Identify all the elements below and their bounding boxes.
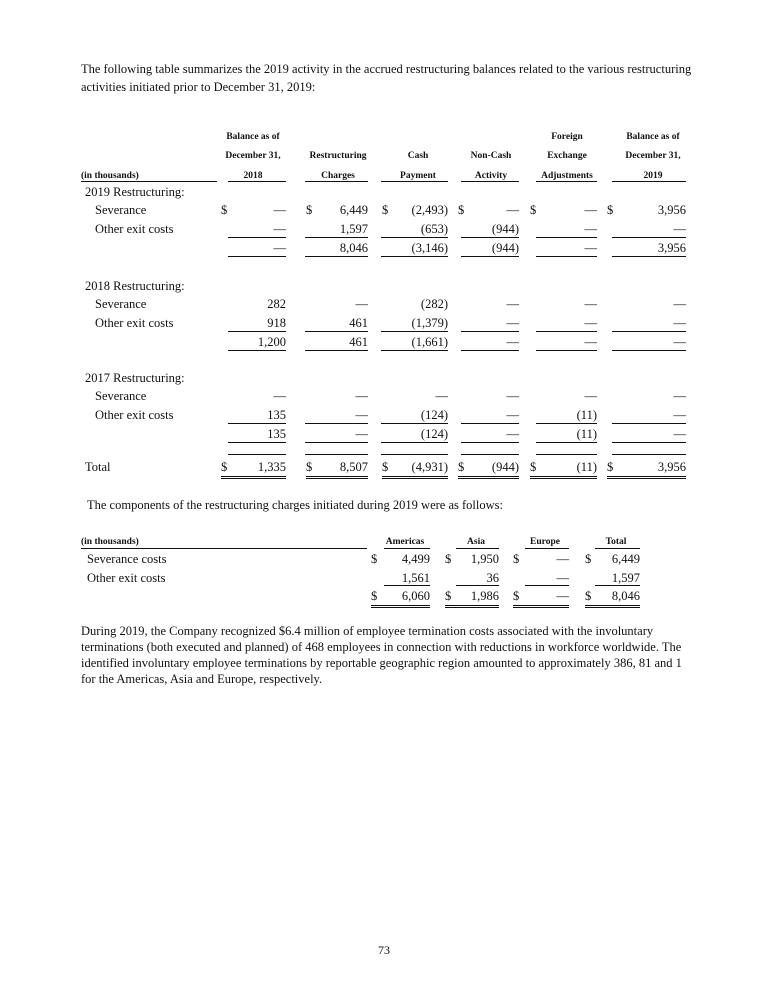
total-double-underline: [371, 605, 430, 608]
header-underline: [81, 181, 217, 182]
page-number: 73: [378, 943, 390, 957]
subtotal-value: 461: [349, 335, 368, 349]
total-double-underline: [513, 605, 569, 608]
cell-value: 6,449: [611, 552, 640, 566]
column-header: Exchange: [547, 151, 587, 161]
cell-value: (11): [576, 408, 597, 422]
subtotal-underline: [305, 350, 368, 351]
subtotal-value: (11): [576, 427, 597, 441]
dollar-sign: $: [607, 203, 614, 217]
column-header: Foreign: [551, 132, 583, 142]
subtotal-underline: [305, 442, 368, 443]
cell-value: —: [673, 408, 686, 422]
row-underline: [456, 585, 499, 586]
row-label: Severance costs: [87, 552, 167, 566]
cell-value: —: [506, 408, 519, 422]
total-value: (11): [576, 460, 597, 474]
total-value: 1,335: [257, 460, 286, 474]
subtotal-value: (1,661): [411, 335, 448, 349]
dollar-sign: $: [458, 460, 465, 474]
column-header: Balance as of: [226, 132, 280, 142]
column-header: Americas: [385, 537, 425, 547]
closing-paragraph: During 2019, the Company recognized $6.4 million of employee termination costs associated with the involuntary terminations (both executed and planned) of 468 employees in connection with reductions in workforce worldwide. The identified involuntary employee terminations by reportable geographic region amounted to approximately 386, 81 and 1 for the Americas, Asia and Europe, respectively.: [81, 624, 682, 686]
total-value: (4,931): [411, 460, 448, 474]
subtotal-underline: [612, 442, 686, 443]
subtotal-underline: [381, 256, 448, 257]
dollar-sign: $: [530, 460, 537, 474]
cell-value: 1,950: [470, 552, 499, 566]
cell-value: —: [506, 316, 519, 330]
cell-value: —: [584, 316, 597, 330]
row-label: Severance: [95, 389, 147, 403]
subtotal-value: (3,146): [411, 241, 448, 255]
total-value: 3,956: [657, 460, 686, 474]
subtotal-value: —: [355, 427, 368, 441]
dollar-sign: $: [607, 460, 614, 474]
header-underline: [536, 181, 597, 182]
dollar-sign: $: [371, 552, 378, 566]
row-underline: [461, 331, 519, 332]
dollar-sign: $: [585, 589, 592, 603]
total-value: 8,046: [611, 589, 640, 603]
column-header: Adjustments: [541, 171, 593, 181]
column-header: 2019: [643, 171, 663, 181]
dollar-sign: $: [371, 589, 378, 603]
total-value: (944): [491, 460, 519, 474]
cell-value: —: [584, 389, 597, 403]
cell-value: —: [556, 571, 569, 585]
total-top-rule: [461, 454, 519, 455]
cell-value: —: [584, 297, 597, 311]
subtotal-underline: [536, 350, 597, 351]
cell-value: 135: [267, 408, 286, 422]
cell-value: —: [435, 389, 448, 403]
subtotal-value: —: [673, 335, 686, 349]
cell-value: 461: [349, 316, 368, 330]
subtotal-value: —: [273, 241, 286, 255]
column-header: Activity: [474, 171, 508, 181]
row-label: Other exit costs: [95, 408, 174, 422]
total-label: Total: [85, 460, 111, 474]
row-label: Severance: [95, 203, 147, 217]
intro-paragraph: The following table summarizes the 2019 activity in the accrued restructuring balances related to the various restructuring activities initiated prior to December 31, 2019:: [81, 62, 692, 94]
dollar-sign: $: [306, 460, 313, 474]
cell-value: —: [673, 316, 686, 330]
subtotal-underline: [381, 350, 448, 351]
total-value: 6,060: [401, 589, 430, 603]
total-top-rule: [381, 454, 448, 455]
column-header: Cash: [407, 151, 429, 161]
subtotal-underline: [228, 350, 286, 351]
column-header: Total: [605, 537, 627, 547]
cell-value: (282): [420, 297, 448, 311]
row-underline: [384, 585, 430, 586]
column-header: Non-Cash: [470, 151, 512, 161]
total-top-rule: [536, 454, 597, 455]
cell-value: —: [556, 552, 569, 566]
subtotal-underline: [228, 442, 286, 443]
cell-value: 3,956: [657, 203, 686, 217]
group-title: 2017 Restructuring:: [85, 371, 185, 385]
row-underline: [381, 331, 448, 332]
total-double-underline: [458, 476, 519, 479]
subtotal-value: 8,046: [339, 241, 368, 255]
total-top-rule: [228, 454, 286, 455]
row-label: Other exit costs: [95, 222, 174, 236]
row-underline: [381, 423, 448, 424]
cell-value: —: [355, 389, 368, 403]
dollar-sign: $: [221, 460, 228, 474]
total-double-underline: [306, 476, 368, 479]
column-header: Balance as of: [626, 132, 680, 142]
row-underline: [525, 585, 569, 586]
total-top-rule: [305, 454, 368, 455]
cell-value: (124): [420, 408, 448, 422]
cell-value: 36: [486, 571, 499, 585]
label-column-header: (in thousands): [81, 171, 139, 181]
row-underline: [305, 423, 368, 424]
row-underline: [228, 423, 286, 424]
subtotal-value: —: [584, 241, 597, 255]
row-underline: [228, 237, 286, 238]
row-underline: [305, 237, 368, 238]
components-intro: The components of the restructuring charges initiated during 2019 were as follows:: [87, 498, 503, 512]
total-double-underline: [382, 476, 448, 479]
subtotal-underline: [381, 442, 448, 443]
total-value: —: [556, 589, 569, 603]
dollar-sign: $: [530, 203, 537, 217]
subtotal-underline: [305, 256, 368, 257]
row-underline: [595, 585, 640, 586]
total-double-underline: [530, 476, 597, 479]
subtotal-value: 3,956: [657, 241, 686, 255]
subtotal-value: 135: [267, 427, 286, 441]
row-underline: [536, 423, 597, 424]
header-underline: [461, 181, 519, 182]
row-underline: [536, 331, 597, 332]
label-column-header: (in thousands): [81, 537, 139, 547]
cell-value: —: [584, 222, 597, 236]
subtotal-underline: [536, 442, 597, 443]
column-header: Asia: [467, 537, 485, 547]
cell-value: (944): [491, 222, 519, 236]
cell-value: —: [273, 203, 286, 217]
header-underline: [228, 181, 286, 182]
row-underline: [612, 331, 686, 332]
header-underline: [381, 181, 448, 182]
subtotal-value: —: [506, 427, 519, 441]
subtotal-underline: [228, 256, 286, 257]
subtotal-value: (124): [420, 427, 448, 441]
total-value: 8,507: [339, 460, 368, 474]
cell-value: —: [673, 297, 686, 311]
column-header: December 31,: [625, 151, 681, 161]
column-header: Charges: [321, 171, 355, 181]
dollar-sign: $: [445, 589, 452, 603]
row-underline: [461, 237, 519, 238]
header-underline: [525, 548, 569, 549]
subtotal-value: (944): [491, 241, 519, 255]
row-underline: [305, 331, 368, 332]
column-header: Payment: [400, 171, 436, 181]
cell-value: —: [506, 389, 519, 403]
column-header: December 31,: [225, 151, 281, 161]
cell-value: 918: [267, 316, 286, 330]
column-header: 2018: [243, 171, 263, 181]
row-underline: [381, 237, 448, 238]
subtotal-underline: [612, 350, 686, 351]
row-label: Other exit costs: [87, 571, 166, 585]
cell-value: 6,449: [339, 203, 368, 217]
row-underline: [612, 423, 686, 424]
column-header: Europe: [530, 537, 560, 547]
cell-value: —: [584, 203, 597, 217]
dollar-sign: $: [445, 552, 452, 566]
dollar-sign: $: [513, 552, 520, 566]
subtotal-value: 1,200: [257, 335, 286, 349]
cell-value: 282: [267, 297, 286, 311]
header-underline: [384, 548, 430, 549]
cell-value: —: [273, 389, 286, 403]
group-title: 2018 Restructuring:: [85, 279, 185, 293]
cell-value: —: [355, 408, 368, 422]
cell-value: —: [506, 297, 519, 311]
cell-value: —: [673, 222, 686, 236]
dollar-sign: $: [513, 589, 520, 603]
cell-value: 1,597: [611, 571, 640, 585]
subtotal-underline: [461, 442, 519, 443]
total-top-rule: [612, 454, 686, 455]
cell-value: —: [506, 203, 519, 217]
cell-value: —: [673, 389, 686, 403]
row-underline: [536, 237, 597, 238]
subtotal-value: —: [673, 427, 686, 441]
total-double-underline: [607, 476, 686, 479]
row-underline: [612, 237, 686, 238]
row-label: Severance: [95, 297, 147, 311]
header-underline: [595, 548, 640, 549]
cell-value: —: [355, 297, 368, 311]
row-label: Other exit costs: [95, 316, 174, 330]
subtotal-underline: [536, 256, 597, 257]
subtotal-value: —: [584, 335, 597, 349]
subtotal-value: —: [506, 335, 519, 349]
cell-value: —: [273, 222, 286, 236]
header-underline: [456, 548, 499, 549]
column-header: Restructuring: [309, 151, 367, 161]
group-title: 2019 Restructuring:: [85, 185, 185, 199]
cell-value: (2,493): [411, 203, 448, 217]
cell-value: 4,499: [401, 552, 430, 566]
subtotal-underline: [461, 350, 519, 351]
subtotal-underline: [461, 256, 519, 257]
dollar-sign: $: [382, 203, 389, 217]
dollar-sign: $: [221, 203, 228, 217]
dollar-sign: $: [306, 203, 313, 217]
cell-value: 1,561: [401, 571, 430, 585]
total-double-underline: [445, 605, 499, 608]
cell-value: 1,597: [339, 222, 368, 236]
total-double-underline: [585, 605, 640, 608]
header-underline: [305, 181, 368, 182]
dollar-sign: $: [458, 203, 465, 217]
row-underline: [461, 423, 519, 424]
cell-value: (653): [420, 222, 448, 236]
header-underline: [612, 181, 686, 182]
dollar-sign: $: [382, 460, 389, 474]
dollar-sign: $: [585, 552, 592, 566]
total-value: 1,986: [470, 589, 499, 603]
row-underline: [228, 331, 286, 332]
total-double-underline: [221, 476, 286, 479]
header-underline: [81, 548, 367, 549]
cell-value: (1,379): [411, 316, 448, 330]
subtotal-underline: [612, 256, 686, 257]
